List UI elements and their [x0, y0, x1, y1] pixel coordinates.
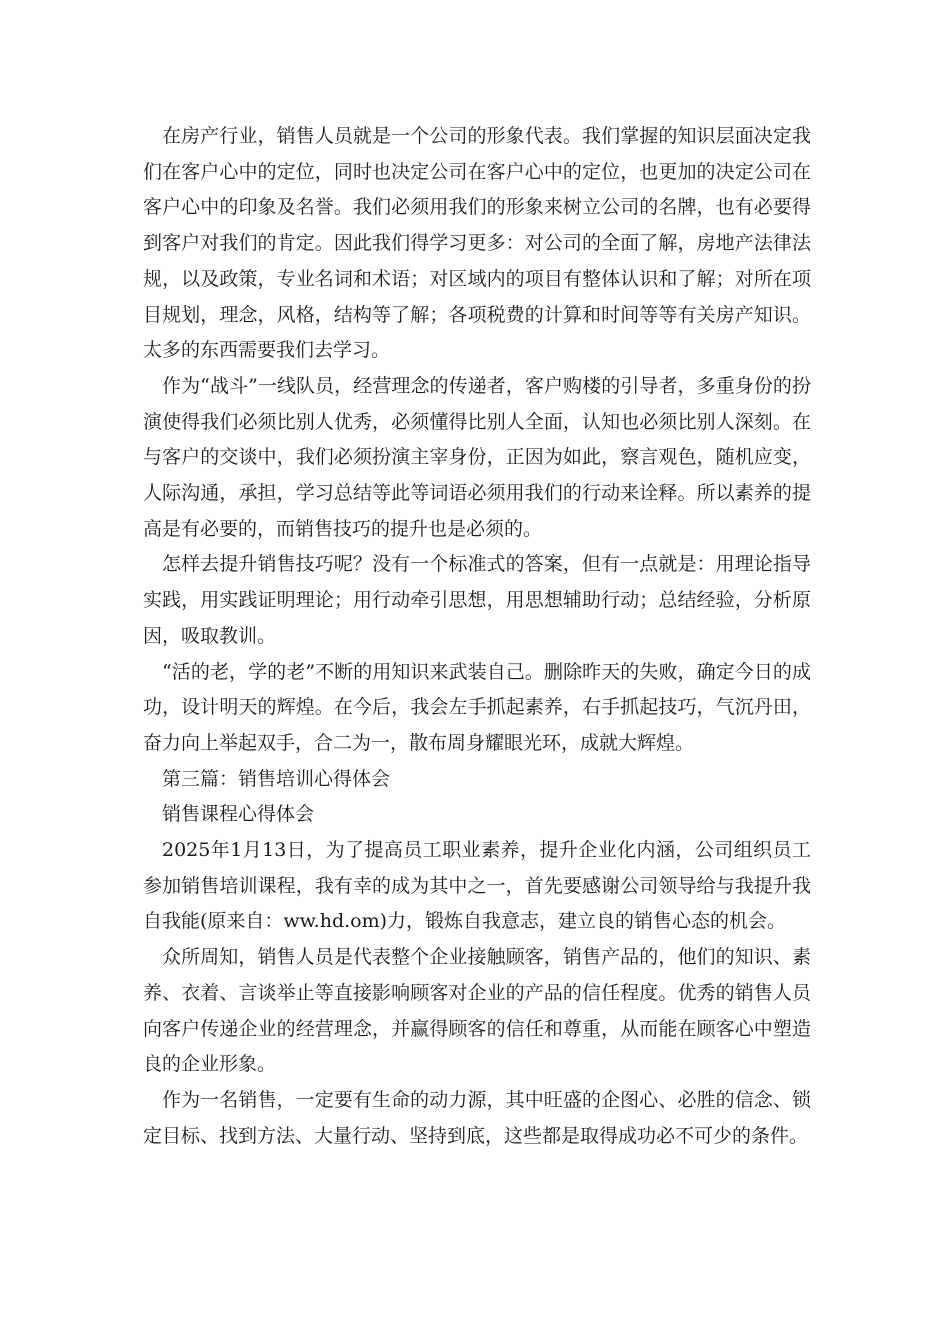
paragraph-sales-representatives: 众所周知，销售人员是代表整个企业接触顾客，销售产品的，他们的知识、素养、衣着、言谈举止等直接影响顾客对企业的产品的信任程度。优秀的销售人员向客户传递企业的经营理念，并赢得顾客的信任和尊重，从而能在顾客心中塑造良的企业形象。 — [143, 946, 811, 1076]
paragraph-motivation: 作为一名销售，一定要有生命的动力源，其中旺盛的企图心、必胜的信念、锁定目标、找到方法、大量行动、坚持到底，这些都是取得成功必不可少的条件。 — [143, 1088, 811, 1147]
sub-heading: 销售课程心得体会 — [162, 803, 315, 826]
document-body — [143, 119, 811, 1154]
paragraph-lifelong-learning: “活的老，学的老”不断的用知识来武装自己。删除昨天的失败，确定今日的成功，设计明天的辉煌。在今后，我会左手抓起素养，右手抓起技巧，气沉丹田，奋力向上举起双手，合二为一，散布周身耀眼光环，成就大辉煌。 — [143, 660, 811, 754]
paragraph-frontline-role: 作为“战斗”一线队员，经营理念的传递者，客户购楼的引导者，多重身份的扮演使得我们必须比别人优秀，必须懂得比别人全面，认知也必须比别人深刻。在与客户的交谈中，我们必须扮演主宰身份，正因为如此，察言观色，随机应变，人际沟通，承担，学习总结等此等词语必须用我们的行动来诠释。所以素养的提高是有必要的，而销售技巧的提升也是必须的。 — [143, 374, 811, 540]
paragraph-improve-skills: 怎样去提升销售技巧呢？没有一个标准式的答案，但有一点就是：用理论指导实践，用实践证明理论；用行动牵引思想，用思想辅助行动；总结经验，分析原因，吸取教训。 — [143, 553, 811, 647]
section-heading: 第三篇：销售培训心得体会 — [162, 767, 391, 790]
paragraph-training-course: 2025年1月13日，为了提高员工职业素养，提升企业化内涵，公司组织员工参加销售培训课程，我有幸的成为其中之一，首先要感谢公司领导给与我提升我自我能(原来自：ww.hd.om)力，锻炼自我意志，建立良的销售心态的机会。 — [143, 839, 811, 933]
paragraph-real-estate-image: 在房产行业，销售人员就是一个公司的形象代表。我们掌握的知识层面决定我们在客户心中的定位，同时也决定公司在客户心中的定位，也更加的决定公司在客户心中的印象及名誉。我们必须用我们的形象来树立公司的名牌，也有必要得到客户对我们的肯定。因此我们得学习更多：对公司的全面了解，房地产法律法规，以及政策，专业名词和术语；对区域内的项目有整体认识和了解；对所在项目规划，理念，风格，结构等了解；各项税费的计算和时间等等有关房产知识。太多的东西需要我们去学习。 — [143, 125, 811, 362]
